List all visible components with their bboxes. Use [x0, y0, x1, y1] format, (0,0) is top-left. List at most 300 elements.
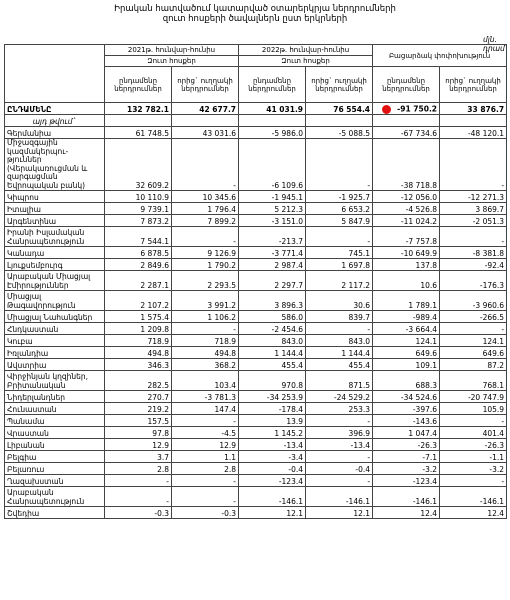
- value-text: 1 106.2: [207, 312, 237, 322]
- value-cell: [440, 403, 507, 415]
- value-text: -3 664.4: [405, 324, 438, 334]
- value-text: -3.2: [422, 464, 438, 474]
- value-text: 3 869.7: [475, 204, 505, 214]
- table-row: [5, 507, 507, 519]
- value-cell: [373, 191, 440, 203]
- value-text: -: [367, 180, 371, 190]
- header-total: ընդամենը ներդրումներ: [373, 67, 440, 103]
- value-text: -: [233, 324, 237, 334]
- value-cell: [306, 427, 373, 439]
- value-text: -3 960.6: [472, 300, 505, 310]
- value-cell: [306, 463, 373, 475]
- value-cell: [440, 427, 507, 439]
- table-row: [5, 323, 507, 335]
- value-text: -397.6: [412, 404, 438, 414]
- value-text: -123.4: [278, 476, 304, 486]
- value-text: 649.6: [482, 348, 505, 358]
- value-text: 9 126.9: [207, 248, 237, 258]
- value-cell: [440, 215, 507, 227]
- value-text: -4 526.8: [405, 204, 438, 214]
- table-row: [5, 247, 507, 259]
- value-text: 718.9: [214, 336, 237, 346]
- country-label: Իրանի Իսլամական Հանրապետություն: [7, 228, 85, 246]
- value-text: -92.4: [484, 260, 505, 270]
- country-cell: [5, 139, 105, 191]
- country-label: ԸՆԴԱՄԵՆԸ: [7, 104, 52, 114]
- value-text: -24 529.2: [333, 392, 371, 402]
- value-text: 494.8: [214, 348, 237, 358]
- value-cell: [373, 451, 440, 463]
- value-cell: [373, 127, 440, 139]
- value-cell: [172, 451, 239, 463]
- value-text: -67 734.6: [400, 128, 438, 138]
- table-row: [5, 347, 507, 359]
- country-cell: [5, 271, 105, 291]
- value-cell: [239, 323, 306, 335]
- country-cell: [5, 203, 105, 215]
- value-cell: [373, 371, 440, 391]
- value-cell: [373, 391, 440, 403]
- value-text: -: [367, 324, 371, 334]
- value-cell: [105, 507, 172, 519]
- value-cell: [105, 203, 172, 215]
- value-cell: [373, 359, 440, 371]
- value-text: 32 609.2: [135, 180, 169, 190]
- value-text: 2.8: [224, 464, 237, 474]
- country-cell: [5, 371, 105, 391]
- value-text: 401.4: [482, 428, 505, 438]
- value-text: 5 847.9: [341, 216, 371, 226]
- value-text: 103.4: [214, 380, 237, 390]
- value-cell: [440, 203, 507, 215]
- value-text: 124.1: [415, 336, 438, 346]
- value-text: 843.0: [348, 336, 371, 346]
- value-text: 586.0: [281, 312, 304, 322]
- value-cell: [105, 427, 172, 439]
- value-cell: [306, 507, 373, 519]
- value-cell: [306, 439, 373, 451]
- value-cell: [105, 311, 172, 323]
- value-cell: [239, 359, 306, 371]
- value-cell: [105, 451, 172, 463]
- value-text: -123.4: [412, 476, 438, 486]
- value-text: -: [501, 416, 505, 426]
- table-row: [5, 259, 507, 271]
- value-text: 1 789.1: [408, 300, 438, 310]
- value-text: 1 790.2: [207, 260, 237, 270]
- value-text: 10 345.6: [202, 192, 237, 202]
- value-cell: [373, 271, 440, 291]
- value-text: -5 986.0: [271, 128, 304, 138]
- value-text: -: [233, 236, 237, 246]
- table-row: [5, 215, 507, 227]
- country-label: Լիբանան: [7, 440, 45, 450]
- value-cell: [373, 103, 440, 115]
- value-cell: [239, 191, 306, 203]
- value-text: -6 109.6: [271, 180, 304, 190]
- value-cell: [306, 291, 373, 311]
- value-cell: [306, 391, 373, 403]
- value-text: 3.7: [157, 452, 169, 462]
- value-text: 12.1: [286, 508, 304, 518]
- country-label: Կուբա: [7, 336, 33, 346]
- header-period-2022: 2022թ. հունվար-հունիս: [239, 45, 373, 56]
- value-text: 6 653.2: [341, 204, 371, 214]
- value-cell: [373, 203, 440, 215]
- value-cell: [105, 115, 172, 127]
- table-row: [5, 475, 507, 487]
- country-label: Արաբական Հանրապետություն: [7, 488, 85, 506]
- header-flows-2021: Զուտ հոսքեր: [105, 56, 239, 67]
- value-text: 2 297.7: [274, 280, 304, 290]
- value-text: -0.3: [221, 508, 237, 518]
- value-cell: [306, 475, 373, 487]
- value-cell: [239, 463, 306, 475]
- value-text: -7.1: [422, 452, 438, 462]
- value-text: 124.1: [482, 336, 505, 346]
- value-text: -26.3: [417, 440, 438, 450]
- value-cell: [239, 203, 306, 215]
- value-text: 219.2: [147, 404, 169, 414]
- country-label: Լյուքսեմբուրգ: [7, 260, 63, 270]
- value-cell: [239, 415, 306, 427]
- unit-label: մլն. դրամ: [483, 35, 505, 53]
- value-cell: [306, 191, 373, 203]
- value-cell: [440, 475, 507, 487]
- country-cell: [5, 507, 105, 519]
- value-cell: [440, 415, 507, 427]
- country-label: Կանադա: [7, 248, 45, 258]
- value-cell: [440, 323, 507, 335]
- value-text: -3 781.3: [204, 392, 237, 402]
- table-row: [5, 271, 507, 291]
- country-cell: [5, 451, 105, 463]
- value-text: 970.8: [281, 380, 304, 390]
- value-text: 346.3: [147, 360, 169, 370]
- value-text: -: [367, 452, 371, 462]
- country-cell: [5, 103, 105, 115]
- value-text: -146.1: [412, 496, 438, 506]
- value-text: -3 151.0: [271, 216, 304, 226]
- table-row: [5, 451, 507, 463]
- country-label: Միացյալ Նահանգներ: [7, 312, 93, 322]
- country-label: այդ թվում`: [32, 116, 77, 126]
- table-title: [0, 0, 510, 34]
- value-text: -: [166, 476, 169, 486]
- value-text: -1 925.7: [338, 192, 371, 202]
- value-text: 30.6: [353, 300, 371, 310]
- value-cell: [172, 247, 239, 259]
- value-cell: [172, 191, 239, 203]
- value-text: -266.5: [479, 312, 505, 322]
- value-text: 843.0: [281, 336, 304, 346]
- table-row: [5, 439, 507, 451]
- header-direct: որից` ուղղակի ներդրումներ: [440, 67, 507, 103]
- value-text: 839.7: [348, 312, 371, 322]
- value-text: -34 524.6: [400, 392, 438, 402]
- value-cell: [172, 507, 239, 519]
- table-row: [5, 371, 507, 391]
- value-cell: [105, 247, 172, 259]
- value-cell: [373, 215, 440, 227]
- value-text: -1.1: [489, 452, 505, 462]
- table-row: [5, 427, 507, 439]
- value-cell: [105, 347, 172, 359]
- value-cell: [306, 311, 373, 323]
- country-label: Ղազախստան: [7, 476, 64, 486]
- value-cell: [105, 291, 172, 311]
- value-cell: [306, 335, 373, 347]
- value-cell: [239, 475, 306, 487]
- value-cell: [306, 203, 373, 215]
- value-text: -: [367, 236, 371, 246]
- table-row: [5, 139, 507, 191]
- value-text: 455.4: [281, 360, 304, 370]
- value-text: -12 271.3: [467, 192, 505, 202]
- country-label: Արգենտինա: [7, 216, 57, 226]
- value-text: -3 771.4: [271, 248, 304, 258]
- value-text: -146.1: [278, 496, 304, 506]
- value-cell: [440, 487, 507, 507]
- value-text: 147.4: [214, 404, 237, 414]
- value-cell: [172, 259, 239, 271]
- value-text: -7 757.8: [405, 236, 438, 246]
- value-text: 871.5: [348, 380, 371, 390]
- country-label: Ավստրիա: [7, 360, 47, 370]
- value-text: 9 739.1: [140, 204, 169, 214]
- value-text: -: [367, 416, 371, 426]
- value-cell: [440, 191, 507, 203]
- value-cell: [373, 507, 440, 519]
- value-cell: [239, 427, 306, 439]
- value-text: 12.4: [487, 508, 505, 518]
- value-cell: [172, 115, 239, 127]
- value-cell: [172, 487, 239, 507]
- value-cell: [373, 323, 440, 335]
- value-text: 61 748.5: [135, 128, 169, 138]
- value-cell: [239, 103, 306, 115]
- value-text: 137.8: [415, 260, 438, 270]
- value-cell: [440, 139, 507, 191]
- value-cell: [172, 227, 239, 247]
- value-text: -26.3: [484, 440, 505, 450]
- value-text: 105.9: [482, 404, 505, 414]
- value-cell: [440, 359, 507, 371]
- value-cell: [172, 403, 239, 415]
- value-text: -176.3: [479, 280, 505, 290]
- value-cell: [440, 391, 507, 403]
- value-text: -: [233, 496, 237, 506]
- value-text: 7 873.2: [140, 216, 169, 226]
- value-cell: [239, 259, 306, 271]
- value-cell: [105, 323, 172, 335]
- value-cell: [172, 371, 239, 391]
- value-text: -: [367, 476, 371, 486]
- country-label: Պանամա: [7, 416, 45, 426]
- value-text: 494.8: [147, 348, 169, 358]
- value-cell: [239, 271, 306, 291]
- value-text: -178.4: [278, 404, 304, 414]
- value-cell: [373, 139, 440, 191]
- value-cell: [440, 127, 507, 139]
- country-cell: [5, 247, 105, 259]
- value-cell: [239, 335, 306, 347]
- table-row: [5, 203, 507, 215]
- value-cell: [440, 247, 507, 259]
- value-cell: [373, 335, 440, 347]
- value-cell: [440, 507, 507, 519]
- value-text: 1 796.4: [207, 204, 237, 214]
- header-period-2021: 2021թ. հունվար-հունիս: [105, 45, 239, 56]
- value-text: -20 747.9: [467, 392, 505, 402]
- value-text: 43 031.6: [202, 128, 237, 138]
- value-text: 2 293.5: [207, 280, 237, 290]
- value-text: 41 031.9: [266, 104, 304, 114]
- value-cell: [105, 391, 172, 403]
- table-row: [5, 391, 507, 403]
- table-row: [5, 463, 507, 475]
- value-cell: [105, 403, 172, 415]
- value-cell: [105, 439, 172, 451]
- country-cell: [5, 215, 105, 227]
- value-text: 33 876.7: [467, 104, 505, 114]
- table-row: [5, 359, 507, 371]
- value-cell: [306, 271, 373, 291]
- country-label: Վիրջինյան կղզիներ, Բրիտանական: [7, 372, 89, 390]
- country-cell: [5, 427, 105, 439]
- value-text: 649.6: [415, 348, 438, 358]
- value-text: -3.4: [288, 452, 304, 462]
- country-label: Կիպրոս: [7, 192, 39, 202]
- value-cell: [172, 335, 239, 347]
- value-text: 10 110.9: [135, 192, 169, 202]
- value-cell: [239, 403, 306, 415]
- value-cell: [172, 323, 239, 335]
- value-text: 1 697.8: [341, 260, 371, 270]
- value-cell: [105, 463, 172, 475]
- value-cell: [440, 347, 507, 359]
- value-text: -0.4: [355, 464, 371, 474]
- value-text: 42 677.7: [199, 104, 237, 114]
- country-cell: [5, 323, 105, 335]
- value-text: 745.1: [348, 248, 371, 258]
- country-cell: [5, 335, 105, 347]
- title-line-2: զուտ հոսքերի ծավալներն ըստ երկրների: [162, 14, 348, 24]
- value-text: 2 987.4: [274, 260, 304, 270]
- value-text: 1 209.8: [140, 324, 169, 334]
- value-text: -143.6: [412, 416, 438, 426]
- value-cell: [239, 371, 306, 391]
- value-text: 768.1: [482, 380, 505, 390]
- value-cell: [306, 115, 373, 127]
- value-cell: [239, 115, 306, 127]
- header-country: [5, 45, 105, 103]
- value-cell: [172, 427, 239, 439]
- value-text: 688.3: [415, 380, 438, 390]
- value-cell: [440, 451, 507, 463]
- value-cell: [239, 451, 306, 463]
- value-cell: [172, 415, 239, 427]
- value-text: 6 878.5: [140, 248, 169, 258]
- country-label: Բելգիա: [7, 452, 37, 462]
- value-cell: [172, 311, 239, 323]
- value-cell: [105, 127, 172, 139]
- table-row: [5, 487, 507, 507]
- value-cell: [440, 271, 507, 291]
- value-cell: [172, 291, 239, 311]
- value-text: 2 117.2: [341, 280, 371, 290]
- value-text: 97.8: [152, 428, 169, 438]
- country-cell: [5, 115, 105, 127]
- value-cell: [440, 103, 507, 115]
- value-text: -34 253.9: [266, 392, 304, 402]
- header-flows-2022: Զուտ հոսքեր: [239, 56, 373, 67]
- value-cell: [440, 439, 507, 451]
- header-direct: որից` ուղղակի ներդրումներ: [306, 67, 373, 103]
- table-row: [5, 335, 507, 347]
- value-text: 13.9: [286, 416, 304, 426]
- value-text: -2 051.3: [472, 216, 505, 226]
- table-body: [5, 103, 507, 519]
- value-cell: [105, 103, 172, 115]
- value-text: -146.1: [479, 496, 505, 506]
- value-cell: [306, 403, 373, 415]
- country-cell: [5, 403, 105, 415]
- country-label: Գերմանիա: [7, 128, 52, 138]
- country-cell: [5, 127, 105, 139]
- value-cell: [306, 347, 373, 359]
- value-text: 2 849.6: [140, 260, 169, 270]
- value-cell: [105, 271, 172, 291]
- value-text: -48 120.1: [467, 128, 505, 138]
- value-cell: [239, 439, 306, 451]
- value-text: -0.4: [288, 464, 304, 474]
- value-cell: [306, 259, 373, 271]
- country-cell: [5, 475, 105, 487]
- value-text: 1 144.4: [274, 348, 304, 358]
- table-row: [5, 115, 507, 127]
- value-cell: [172, 347, 239, 359]
- country-label: Նիդերլանդներ: [7, 392, 66, 402]
- country-label: Վրաստան: [7, 428, 49, 438]
- value-text: 10.6: [420, 280, 438, 290]
- value-text: 2 107.2: [140, 300, 169, 310]
- value-cell: [306, 247, 373, 259]
- country-label: Իռլանդիա: [7, 348, 49, 358]
- value-cell: [306, 487, 373, 507]
- value-text: -: [233, 476, 237, 486]
- value-text: 718.9: [147, 336, 169, 346]
- value-text: -2 454.6: [271, 324, 304, 334]
- value-text: -5 088.5: [338, 128, 371, 138]
- value-cell: [239, 347, 306, 359]
- value-cell: [373, 439, 440, 451]
- country-label: Արաբական Միացյալ Էմիրություններ: [7, 272, 91, 290]
- value-text: -38 718.8: [400, 180, 438, 190]
- value-cell: [306, 451, 373, 463]
- value-cell: [239, 215, 306, 227]
- value-cell: [306, 227, 373, 247]
- value-cell: [373, 415, 440, 427]
- value-cell: [172, 475, 239, 487]
- value-text: 7 899.2: [207, 216, 237, 226]
- value-text: 455.4: [348, 360, 371, 370]
- table-row: [5, 227, 507, 247]
- value-text: 396.9: [348, 428, 371, 438]
- country-label: Իտալիա: [7, 204, 41, 214]
- value-text: 12.9: [152, 440, 169, 450]
- red-dot-marker: [382, 105, 391, 114]
